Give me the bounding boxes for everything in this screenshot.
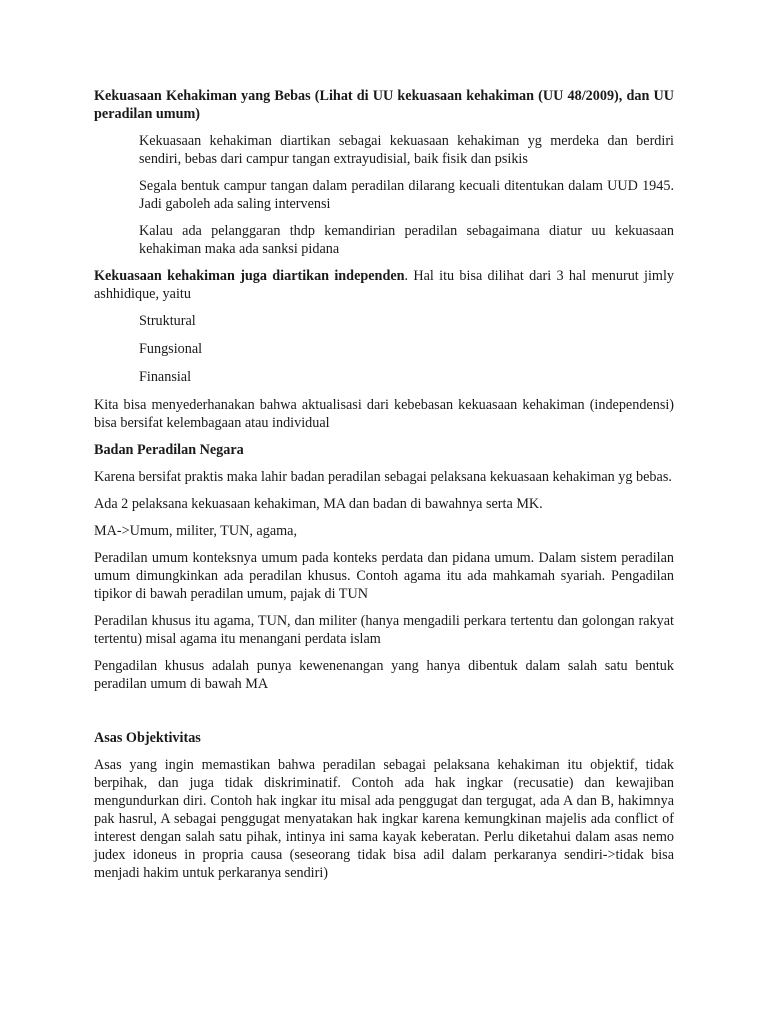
paragraph-independen — [94, 267, 674, 303]
paragraph-aktualisasi: Kita bisa menyederhanakan bahwa aktualisasi dari kebebasan kekuasaan kehakiman (independensi) bisa bersifat kelembagaan atau individual — [94, 397, 674, 431]
list-item-struktural: Struktural — [139, 313, 196, 329]
blank-line — [94, 702, 674, 729]
paragraph-sanksi: Kalau ada pelanggaran thdp kemandirian peradilan sebagaimana diatur uu kekuasaan kehakiman maka ada sanksi pidana — [139, 223, 674, 257]
list-item-fungsional: Fungsional — [139, 341, 203, 357]
paragraph-campur-tangan: Segala bentuk campur tangan dalam peradilan dilarang kecuali ditentukan dalam UUD 1945. Jadi gaboleh ada saling intervensi — [139, 178, 674, 212]
independen-bold-text: Kekuasaan kehakiman juga diartikan independen — [94, 268, 405, 284]
list-item-finansial: Finansial — [139, 369, 192, 385]
paragraph-definisi: Kekuasaan kehakiman diartikan sebagai kekuasaan kehakiman yg merdeka dan berdiri sendiri, bebas dari campur tangan extrayudisial, baik fisik dan psikis — [139, 133, 674, 167]
document-body — [94, 87, 674, 891]
paragraph-peradilan-khusus: Peradilan khusus itu agama, TUN, dan militer (hanya mengadili perkara tertentu dan golongan rakyat tertentu) misal agama itu menangani perdata islam — [94, 613, 674, 647]
section-title-kekuasaan: Kekuasaan Kehakiman yang Bebas (Lihat di UU kekuasaan kehakiman (UU 48/2009), dan UU peradilan umum) — [94, 88, 674, 122]
paragraph-pengadilan-khusus: Pengadilan khusus adalah punya kewenenangan yang hanya dibentuk dalam salah satu bentuk peradilan umum di bawah MA — [94, 658, 674, 692]
section-title-asas-objektivitas: Asas Objektivitas — [94, 730, 201, 746]
paragraph-ada-dua: Ada 2 pelaksana kekuasaan kehakiman, MA dan badan di bawahnya serta MK. — [94, 496, 543, 512]
paragraph-karena: Karena bersifat praktis maka lahir badan peradilan sebagai pelaksana kekuasaan kehakiman yg bebas. — [94, 469, 672, 485]
paragraph-peradilan-umum: Peradilan umum konteksnya umum pada konteks perdata dan pidana umum. Dalam sistem peradilan umum dimungkinkan ada peradilan khusus. Contoh agama itu ada mahkamah syariah. Pengadilan tipikor di bawah peradilan umum, pajak di TUN — [94, 550, 674, 602]
paragraph-asas-objektivitas: Asas yang ingin memastikan bahwa peradilan sebagai pelaksana kehakiman itu objektif, tidak berpihak, dan juga tidak diskriminatif. Contoh ada hak ingkar (recusatie) dan kewajiban mengundurkan diri. Contoh hak ingkar itu misal ada penggugat dan tergugat, ada A dan B, hakimnya pak hasrul, A sebagai penggugat menyatakan hak ingkar karena kemungkinan majelis ada conflict of interest dengan salah satu pihak, intinya ini sama kayak keberatan. Perlu diketahui dalam asas nemo judex idoneus in propria causa (seseorang tidak bisa adil dalam perkaranya sendiri->tidak bisa menjadi hakim untuk perkaranya sendiri) — [94, 757, 674, 881]
independen-rest-text: . Hal itu bisa dilihat dari 3 hal menurut jimly ashhidique, yaitu — [94, 268, 674, 302]
section-title-badan-peradilan: Badan Peradilan Negara — [94, 442, 244, 458]
paragraph-ma: MA->Umum, militer, TUN, agama, — [94, 523, 298, 539]
